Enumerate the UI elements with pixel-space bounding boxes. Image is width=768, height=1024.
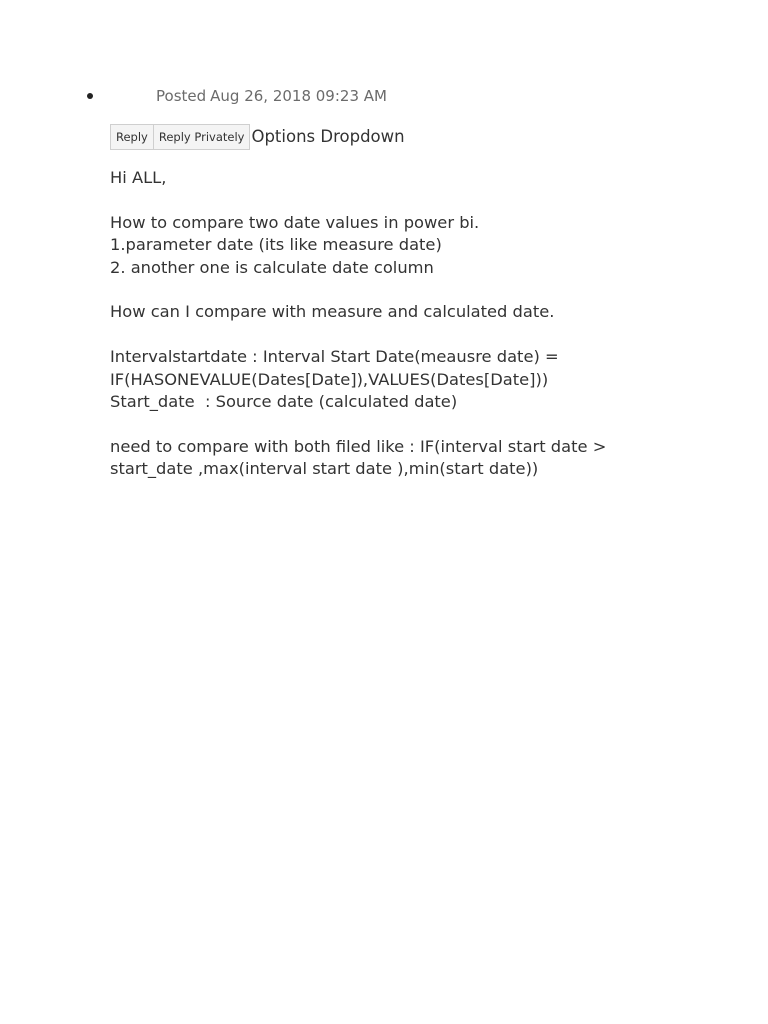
body-line: 2. another one is calculate date column [110,257,434,277]
body-line: IF(HASONEVALUE(Dates[Date]),VALUES(Dates[Date])) [110,369,549,389]
posted-label: Posted [156,87,207,105]
post-actions [110,124,405,150]
body-blank-line [110,279,670,301]
posted-date: Aug 26, 2018 09:23 AM [210,87,387,105]
post-body [110,167,670,481]
body-line: Start_date : Source date (calculated date) [110,392,458,412]
post-timestamp [156,86,387,106]
body-line: How to compare two date values in power bi. [110,212,480,232]
body-blank-line [110,189,670,211]
list-bullet [87,93,93,99]
reply-button[interactable]: Reply [110,124,154,150]
body-line: 1.parameter date (its like measure date) [110,235,442,255]
body-blank-line [110,324,670,346]
body-line: Intervalstartdate : Interval Start Date(meausre date) = [110,347,559,367]
body-line: Hi ALL, [110,168,167,187]
reply-privately-button[interactable]: Reply Privately [154,124,251,150]
body-blank-line [110,413,670,435]
body-line: need to compare with both filed like : IF(interval start date > [110,436,607,456]
body-line: start_date ,max(interval start date ),min(start date)) [110,459,539,479]
options-dropdown[interactable]: Options Dropdown [251,127,405,146]
body-line: How can I compare with measure and calculated date. [110,302,555,322]
